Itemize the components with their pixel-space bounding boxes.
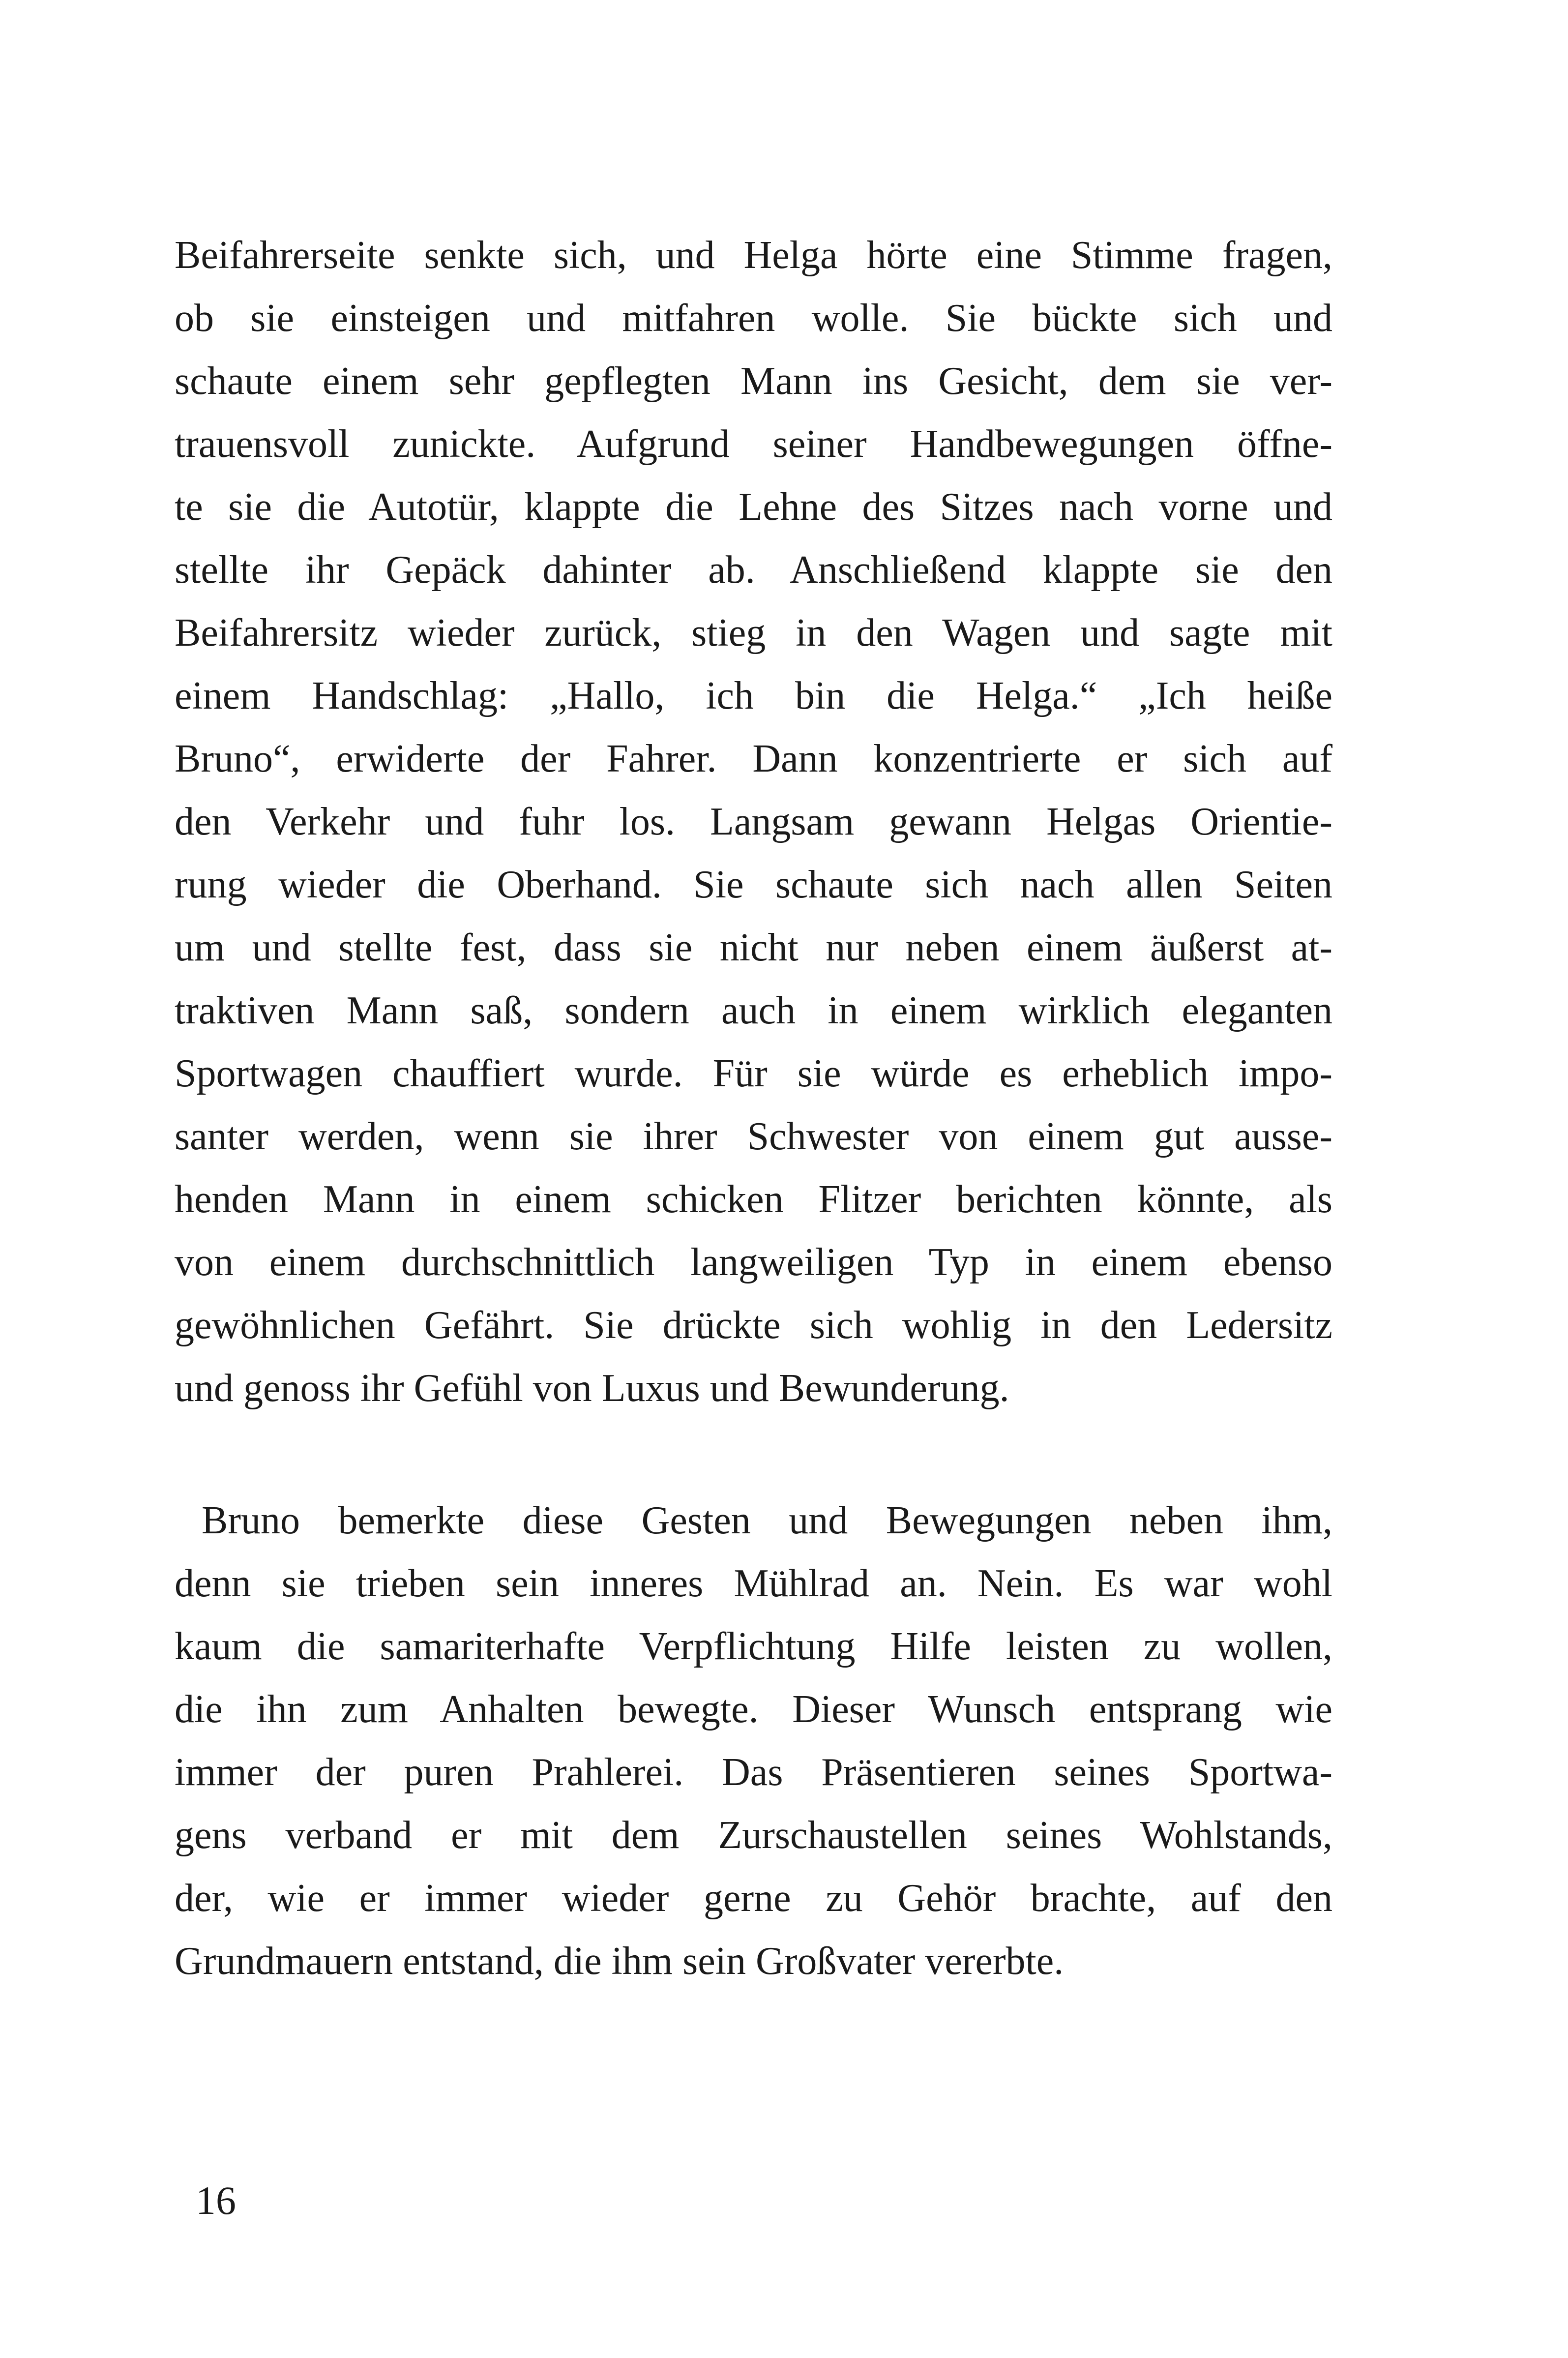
text-line: und genoss ihr Gefühl von Luxus und Bewunderung. bbox=[175, 1367, 1009, 1410]
text-line: um und stellte fest, dass sie nicht nur neben einem äußerst at- bbox=[175, 926, 1332, 969]
text-line: immer der puren Prahlerei. Das Präsentieren seines Sportwa- bbox=[175, 1751, 1332, 1794]
text-line: Beifahrerseite senkte sich, und Helga hörte eine Stimme fragen, bbox=[175, 234, 1332, 277]
text-line: Sportwagen chauffiert wurde. Für sie würde es erheblich impo- bbox=[175, 1052, 1332, 1095]
text-line: henden Mann in einem schicken Flitzer berichten könnte, als bbox=[175, 1178, 1332, 1221]
text-line: Grundmauern entstand, die ihm sein Großvater vererbte. bbox=[175, 1940, 1064, 1983]
text-line: von einem durchschnittlich langweiligen Typ in einem ebenso bbox=[175, 1241, 1332, 1284]
text-line: stellte ihr Gepäck dahinter ab. Anschließend klappte sie den bbox=[175, 548, 1332, 592]
page-number: 16 bbox=[196, 2178, 236, 2223]
paragraph-1 bbox=[175, 224, 1332, 1420]
text-line: Bruno bemerkte diese Gesten und Bewegungen neben ihm, bbox=[202, 1499, 1332, 1542]
text-line: te sie die Autotür, klappte die Lehne des Sitzes nach vorne und bbox=[175, 485, 1332, 529]
text-line: rung wieder die Oberhand. Sie schaute sich nach allen Seiten bbox=[175, 863, 1332, 906]
text-line: schaute einem sehr gepflegten Mann ins Gesicht, dem sie ver- bbox=[175, 359, 1332, 403]
text-line: santer werden, wenn sie ihrer Schwester von einem gut ausse- bbox=[175, 1115, 1332, 1158]
text-line: ob sie einsteigen und mitfahren wolle. Sie bückte sich und bbox=[175, 297, 1332, 340]
text-line: gewöhnlichen Gefährt. Sie drückte sich wohlig in den Ledersitz bbox=[175, 1304, 1332, 1347]
text-line: den Verkehr und fuhr los. Langsam gewann Helgas Orientie- bbox=[175, 800, 1332, 843]
text-line: die ihn zum Anhalten bewegte. Dieser Wunsch entsprang wie bbox=[175, 1688, 1332, 1731]
text-line: trauensvoll zunickte. Aufgrund seiner Handbewegungen öffne- bbox=[175, 422, 1332, 466]
text-line: kaum die samariterhafte Verpflichtung Hilfe leisten zu wollen, bbox=[175, 1625, 1332, 1668]
text-line: Beifahrersitz wieder zurück, stieg in den Wagen und sagte mit bbox=[175, 611, 1332, 655]
text-line: gens verband er mit dem Zurschaustellen seines Wohlstands, bbox=[175, 1814, 1332, 1857]
text-line: denn sie trieben sein inneres Mühlrad an. Nein. Es war wohl bbox=[175, 1562, 1332, 1605]
text-line: traktiven Mann saß, sondern auch in einem wirklich eleganten bbox=[175, 989, 1332, 1032]
text-line: Bruno“, erwiderte der Fahrer. Dann konzentrierte er sich auf bbox=[175, 737, 1332, 780]
paragraph-2 bbox=[175, 1489, 1332, 1993]
text-line: einem Handschlag: „Hallo, ich bin die Helga.“ „Ich heiße bbox=[175, 674, 1332, 717]
text-line: der, wie er immer wieder gerne zu Gehör brachte, auf den bbox=[175, 1877, 1332, 1920]
